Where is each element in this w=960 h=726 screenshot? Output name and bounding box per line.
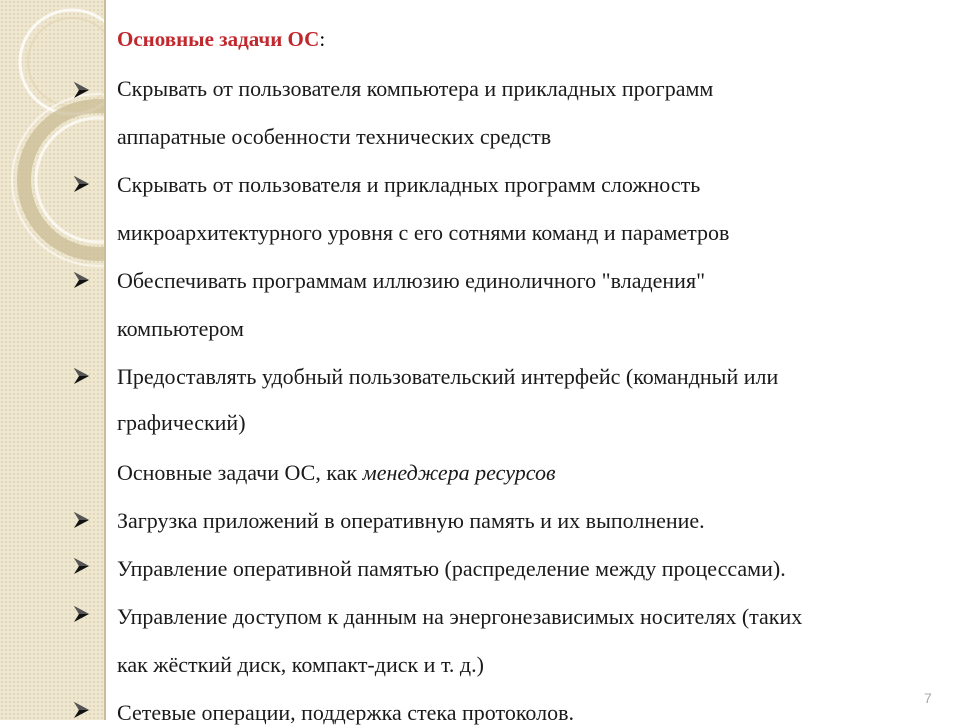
- list-item-line: графический): [117, 410, 246, 435]
- list-item-line: как жёсткий диск, компакт-диск и т. д.): [117, 652, 484, 677]
- list-item-line: Сетевые операции, поддержка стека протоколов.: [117, 700, 574, 725]
- list-item-line: Управление доступом к данным на энергонезависимых носителях (таких: [117, 604, 803, 629]
- list-item-line: Скрывать от пользователя и прикладных программ сложность: [117, 172, 701, 197]
- list-item-line: аппаратные особенности технических средств: [117, 124, 552, 149]
- arrow-bullet-icon: [72, 556, 92, 576]
- page-number: 7: [924, 690, 932, 706]
- arrow-bullet-icon: [72, 604, 92, 624]
- list-item-line: Управление оперативной памятью (распределение между процессами).: [117, 556, 786, 581]
- arrow-bullet-icon: [72, 270, 92, 290]
- heading-text: Основные задачи ОС: [117, 27, 320, 51]
- list-item-line: компьютером: [117, 316, 244, 341]
- subheading-emphasis: менеджера ресурсов: [362, 460, 556, 485]
- arrow-bullet-icon: [72, 366, 92, 386]
- resource-manager-subheading: [117, 460, 556, 486]
- subheading-prefix: Основные задачи ОС, как: [117, 460, 363, 485]
- slide-heading: [117, 27, 325, 52]
- heading-colon: :: [319, 27, 326, 51]
- list-item-line: Загрузка приложений в оперативную память и их выполнение.: [117, 508, 705, 533]
- list-item-line: Предоставлять удобный пользовательский интерфейс (командный или: [117, 364, 779, 389]
- arrow-bullet-icon: [72, 80, 92, 100]
- list-item-line: Скрывать от пользователя компьютера и прикладных программ: [117, 76, 714, 101]
- list-item-line: микроархитектурного уровня с его сотнями команд и параметров: [117, 220, 730, 245]
- arrow-bullet-icon: [72, 510, 92, 530]
- arrow-bullet-icon: [72, 174, 92, 194]
- list-item-line: Обеспечивать программам иллюзию единоличного "владения": [117, 268, 706, 293]
- arrow-bullet-icon: [72, 700, 92, 720]
